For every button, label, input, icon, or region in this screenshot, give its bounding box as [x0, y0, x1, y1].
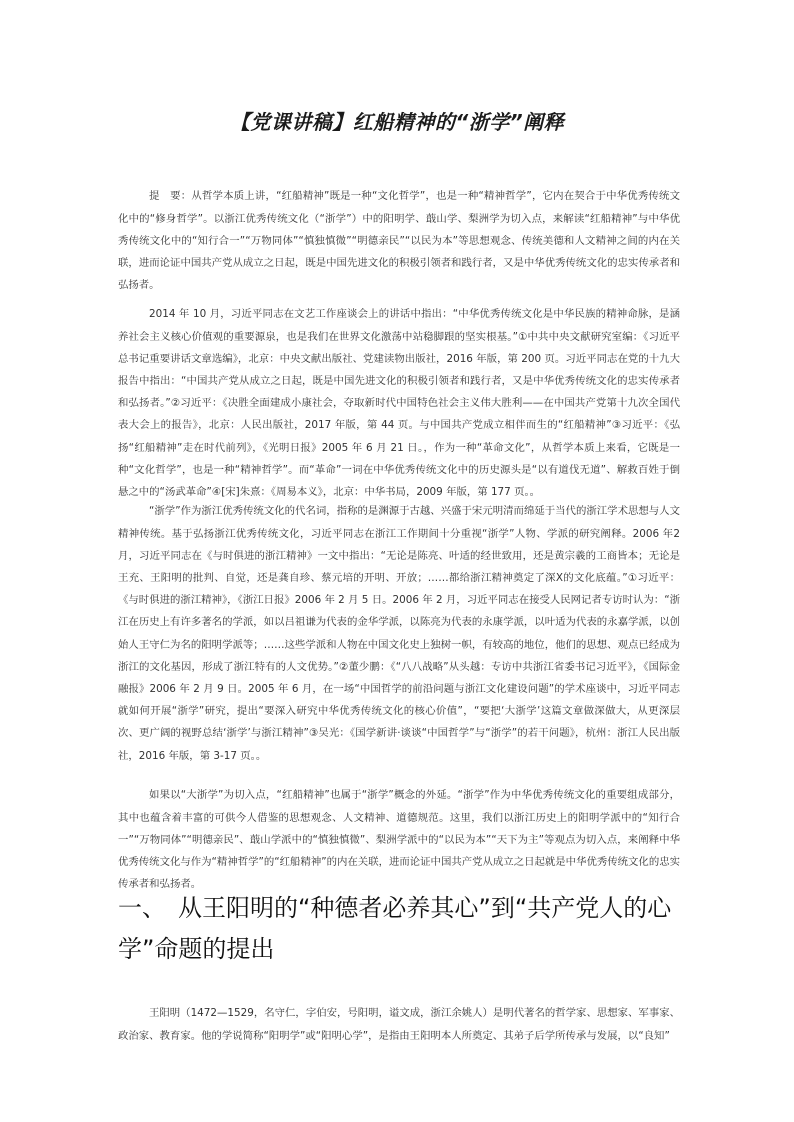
body-paragraph-3: 如果以“大浙学”为切入点，“红船精神”也属于“浙学”概念的外延。“浙学”作为中华优秀传统文化的重要组成部分，其中也蕴含着丰富的可供今人借鉴的思想观念、人文精神、道德规范。这里，我们以浙江历史上的阳明学派中的“知行合一”“万物同体”“明德亲民”、蕺山学派中的“慎独慎微”、梨洲学派中的“以民为本”“天下为主”等观点为切入点，来阐释中华优秀传统文化与作为“精神哲学”的“红船精神”的内在关联，进而论证中国共产党从成立之日起就是中华优秀传统文化的忠实传承者和弘扬者。: [118, 789, 680, 891]
body-paragraph-4: 王阳明（1472—1529，名守仁，字伯安，号阳明，谥文成，浙江余姚人）是明代著名的哲学家、思想家、军事家、政治家、教育家。他的学说简称“阳明学”或“阳明心学”，是指由王阳明本人所奠定、其弟子后学所传承与发展，以“良知”: [118, 1007, 680, 1042]
body-paragraph-1: 2014 年 10 月，习近平同志在文艺工作座谈会上的讲话中指出：“中华优秀传统文化是中华民族的精神命脉，是涵养社会主义核心价值观的重要源泉，也是我们在世界文化激荡中站稳脚跟的坚实根基。”①中共中央文献研究室编：《习近平总书记重要讲话文章选编》，北京：中央文献出版社、党建读物出版社，2016 年版，第 200 页。习近平同志在党的十九大报告中指出：“中国共产党从成立之日起，既是中国先进文化的积极引领者和践行者，又是中华优秀传统文化的忠实传承者和弘扬者。”②习近平：《决胜全面建成小康社会，夺取新时代中国特色社会主义伟大胜利——在中国共产党第十九次全国代表大会上的报告》，北京：人民出版社，2017 年版，第 44 页。与中国共产党成立相伴而生的“红船精神”③习近平：《弘扬“红船精神”走在时代前列》，《光明日报》2005 年 6 月 21 日。，作为一种“革命文化”，从哲学本质上来看，它既是一种“文化哲学”，也是一种“精神哲学”。而“革命”一词在中华优秀传统文化中的历史源头是“以有道伐无道”、解救百姓于倒悬之中的“汤武革命”④[宋]朱熹：《周易本义》，北京：中华书局，2009 年版，第 177 页。。: [118, 308, 680, 499]
section-heading-1: 一、 从王阳明的“种德者必养其心”到“共产党人的心学”命题的提出: [118, 894, 672, 963]
document-title: 【党课讲稿】红船精神的“浙学”阐释: [229, 110, 565, 134]
body-paragraph-2: “浙学”作为浙江优秀传统文化的代名词，指称的是渊源于古越、兴盛于宋元明清而绵延于当代的浙江学术思想与人文精神传统。基于弘扬浙江优秀传统文化，习近平同志在浙江工作期间十分重视“浙学”人物、学派的研究阐释。2006 年2 月，习近平同志在《与时俱进的浙江精神》一文中指出：“无论是陈亮、叶适的经世致用，还是黄宗羲的工商皆本；无论是王充、王阳明的批判、自觉，还是龚自珍、蔡元培的开明、开放；……都给浙江精神奠定了深X的文化底蕴。”①习近平：《与时俱进的浙江精神》，《浙江日报》2006 年 2 月 5 日。2006 年 2 月，习近平同志在接受人民网记者专访时认为：“浙江在历史上有许多著名的学派，如以吕祖谦为代表的金华学派，以陈亮为代表的永康学派，以叶适为代表的永嘉学派，以创始人王守仁为名的阳明学派等；……这些学派和人物在中国文化史上独树一帜，有较高的地位，他们的思想、观点已经成为浙江的文化基因，形成了浙江特有的人文优势。”②董少鹏：《“八八战略”从头越：专访中共浙江省委书记习近平》，《国际金融报》2006 年 2 月 9 日。2005 年 6 月，在一场“中国哲学的前沿问题与浙江文化建设问题”的学术座谈中，习近平同志就如何开展“浙学”研究，提出“要深入研究中华优秀传统文化的核心价值”，“要把‘大浙学’这篇文章做深做大，从更深层次、更广阔的视野总结‘浙学’与浙江精神”③吴光：《国学新讲·谈谈“中国哲学”与“浙学”的若干问题》，杭州：浙江人民出版社，2016 年版，第 3-17 页。。: [118, 505, 680, 762]
abstract-paragraph: 提 要：从哲学本质上讲，“红船精神”既是一种“文化哲学”，也是一种“精神哲学”，它内在契合于中华优秀传统文化中的“修身哲学”。以浙江优秀传统文化（“浙学”）中的阳明学、蕺山学、梨洲学为切入点，来解读“红船精神”与中华优秀传统文化中的“知行合一”“万物同体”“慎独慎微”“明德亲民”“以民为本”等思想观念、传统美德和人文精神之间的内在关联，进而论证中国共产党从成立之日起，既是中国先进文化的积极引领者和践行者，又是中华优秀传统文化的忠实传承者和弘扬者。: [118, 190, 680, 292]
